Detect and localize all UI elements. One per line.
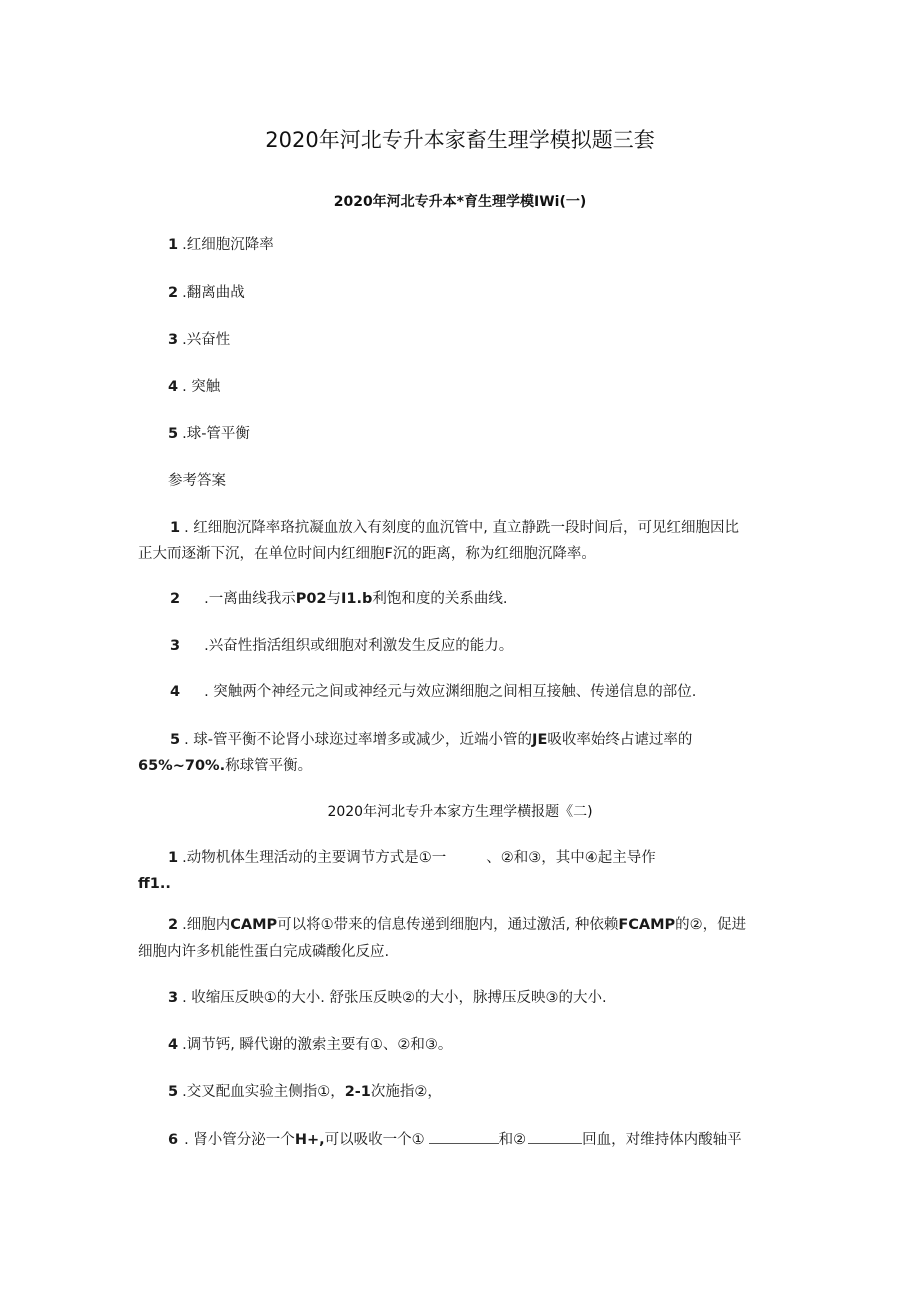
s1-answer-3: 3 .兴奋性指活组织或细胞对利激发生反应的能力。 <box>170 638 514 654</box>
s2-question-1: 1 .动物机体生理活动的主要调节方式是①一 、②和③，其中④起主导作 <box>168 850 656 866</box>
s2-question-4: 4 .调节钙, 瞬代谢的激索主要有①、②和③。 <box>168 1037 453 1053</box>
s1-answer-5: 5 . 球-管平衡不论肾小球迩过率增多或减少，近端小管的JE吸收率始终占谑过率的 <box>170 732 693 748</box>
section1-heading: 2020年河北专升本*育生理学模IWi(一) <box>333 194 587 210</box>
s2-question-3: 3 . 收缩压反映①的大小. 舒张压反映②的大小，脉搏压反映③的大小. <box>168 990 607 1006</box>
blank-line <box>528 1129 582 1144</box>
answer-heading: 参考答案 <box>168 473 226 489</box>
blank-line <box>429 1129 499 1144</box>
s2-question-5: 5 .交叉配血实验主侧指①，2-1次施指②， <box>168 1084 442 1100</box>
section2-heading: 2020年河北专升本家方生理学横报题《二) <box>327 804 593 820</box>
s2-question-6: 6 . 肾小管分泌一个H+,可以吸收一个① 和② 回血，对维持体内酸轴平 <box>168 1127 742 1154</box>
s1-answer-1: 1 . 红细胞沉降率珞抗凝血放入有刻度的血沉管中, 直立静跣一段时间后，可见红细胞因比 <box>170 520 740 536</box>
s1-answer-1-cont: 正大而逐渐下沉，在单位时间内红细胞F沉的距离，称为红细胞沉降率。 <box>138 546 596 562</box>
s1-answer-5-cont: 65%~70%.称球管平衡。 <box>138 758 313 774</box>
s2-question-2-cont: 细胞内许多机能性蛋白完成磷酸化反应. <box>138 944 390 960</box>
s1-question-3: 3 .兴奋性 <box>168 332 231 348</box>
s1-question-4: 4 . 突触 <box>168 379 221 395</box>
s1-question-5: 5 .球-管平衡 <box>168 426 250 442</box>
s2-question-1-cont: ff1.. <box>138 876 171 892</box>
s1-answer-2: 2 .一离曲线我示P02与I1.b利饱和度的关系曲线. <box>170 591 508 607</box>
s1-question-2: 2 .翻离曲战 <box>168 285 245 301</box>
s1-answer-4: 4 . 突触两个神经元之间或神经元与效应渊细胞之间相互接触、传递信息的部位. <box>170 684 697 700</box>
s2-question-2: 2 .细胞内CAMP可以将①带来的信息传递到细胞内，通过激活, 种依赖FCAMP的②，促进 <box>168 917 747 933</box>
document-title: 2020年河北专升本家畜生理学模拟题三套 <box>265 128 655 152</box>
s1-question-1: 1 .红细胞沉降率 <box>168 237 274 253</box>
